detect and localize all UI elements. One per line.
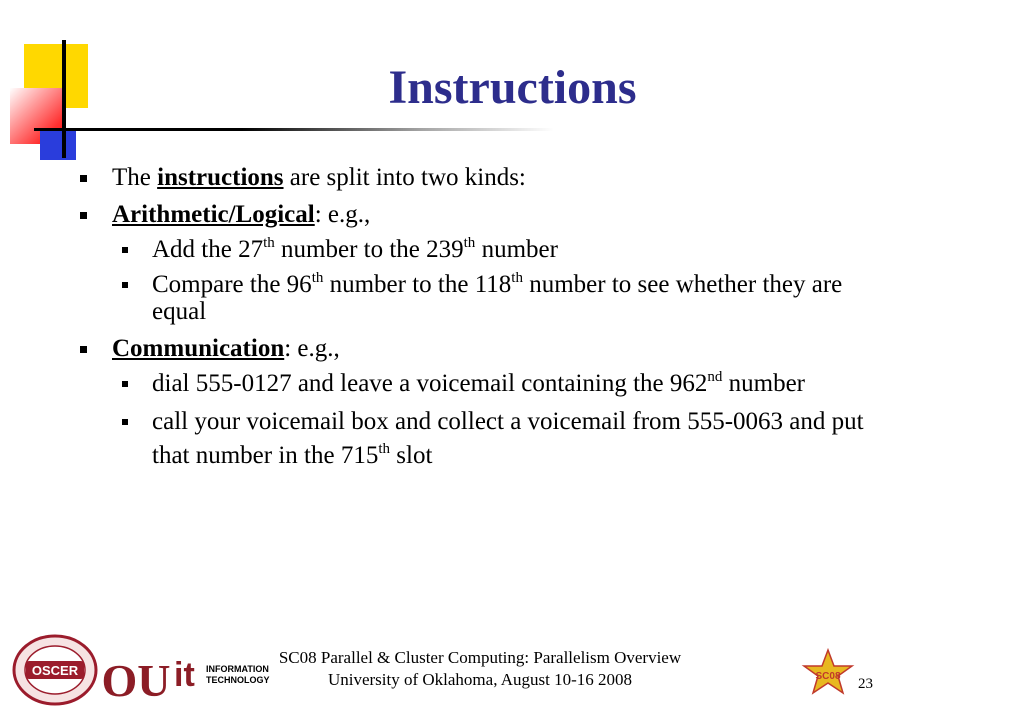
- sub-bullet-add: Add the 27th number to the 239th number: [76, 236, 896, 263]
- decor-blue-square: [40, 128, 76, 160]
- sub-bullet-call: call your voicemail box and collect a voicemail from 555-0063 and put that number in the 715th slot: [76, 405, 896, 473]
- page-number: 23: [858, 676, 873, 692]
- footer-line-2: University of Oklahoma, August 10-16 2008: [327, 670, 633, 689]
- bullet-communication: Communication: e.g.,: [76, 333, 896, 364]
- title-underline: [34, 128, 554, 131]
- svg-text:TECHNOLOGY: TECHNOLOGY: [206, 675, 270, 685]
- footer-line-1: SC08 Parallel & Cluster Computing: Parallelism Overview: [278, 648, 682, 667]
- svg-text:INFORMATION: INFORMATION: [206, 664, 269, 674]
- bullet-arithmetic-logical: Arithmetic/Logical: e.g.,: [76, 199, 896, 230]
- sub-bullet-compare: Compare the 96th number to the 118th number to see whether they are equal: [76, 271, 896, 325]
- slide-title: Instructions: [388, 61, 637, 114]
- bullet-list: [76, 162, 896, 481]
- svg-text:OU: OU: [101, 655, 171, 706]
- bullet-instructions-kinds: The instructions are split into two kinds:: [76, 162, 896, 193]
- svg-text:it: it: [174, 656, 195, 694]
- svg-text:SC08: SC08: [815, 671, 841, 682]
- footer: [0, 647, 960, 691]
- svg-text:OSCER: OSCER: [31, 663, 79, 678]
- sub-bullet-dial: dial 555-0127 and leave a voicemail containing the 962nd number: [76, 370, 896, 397]
